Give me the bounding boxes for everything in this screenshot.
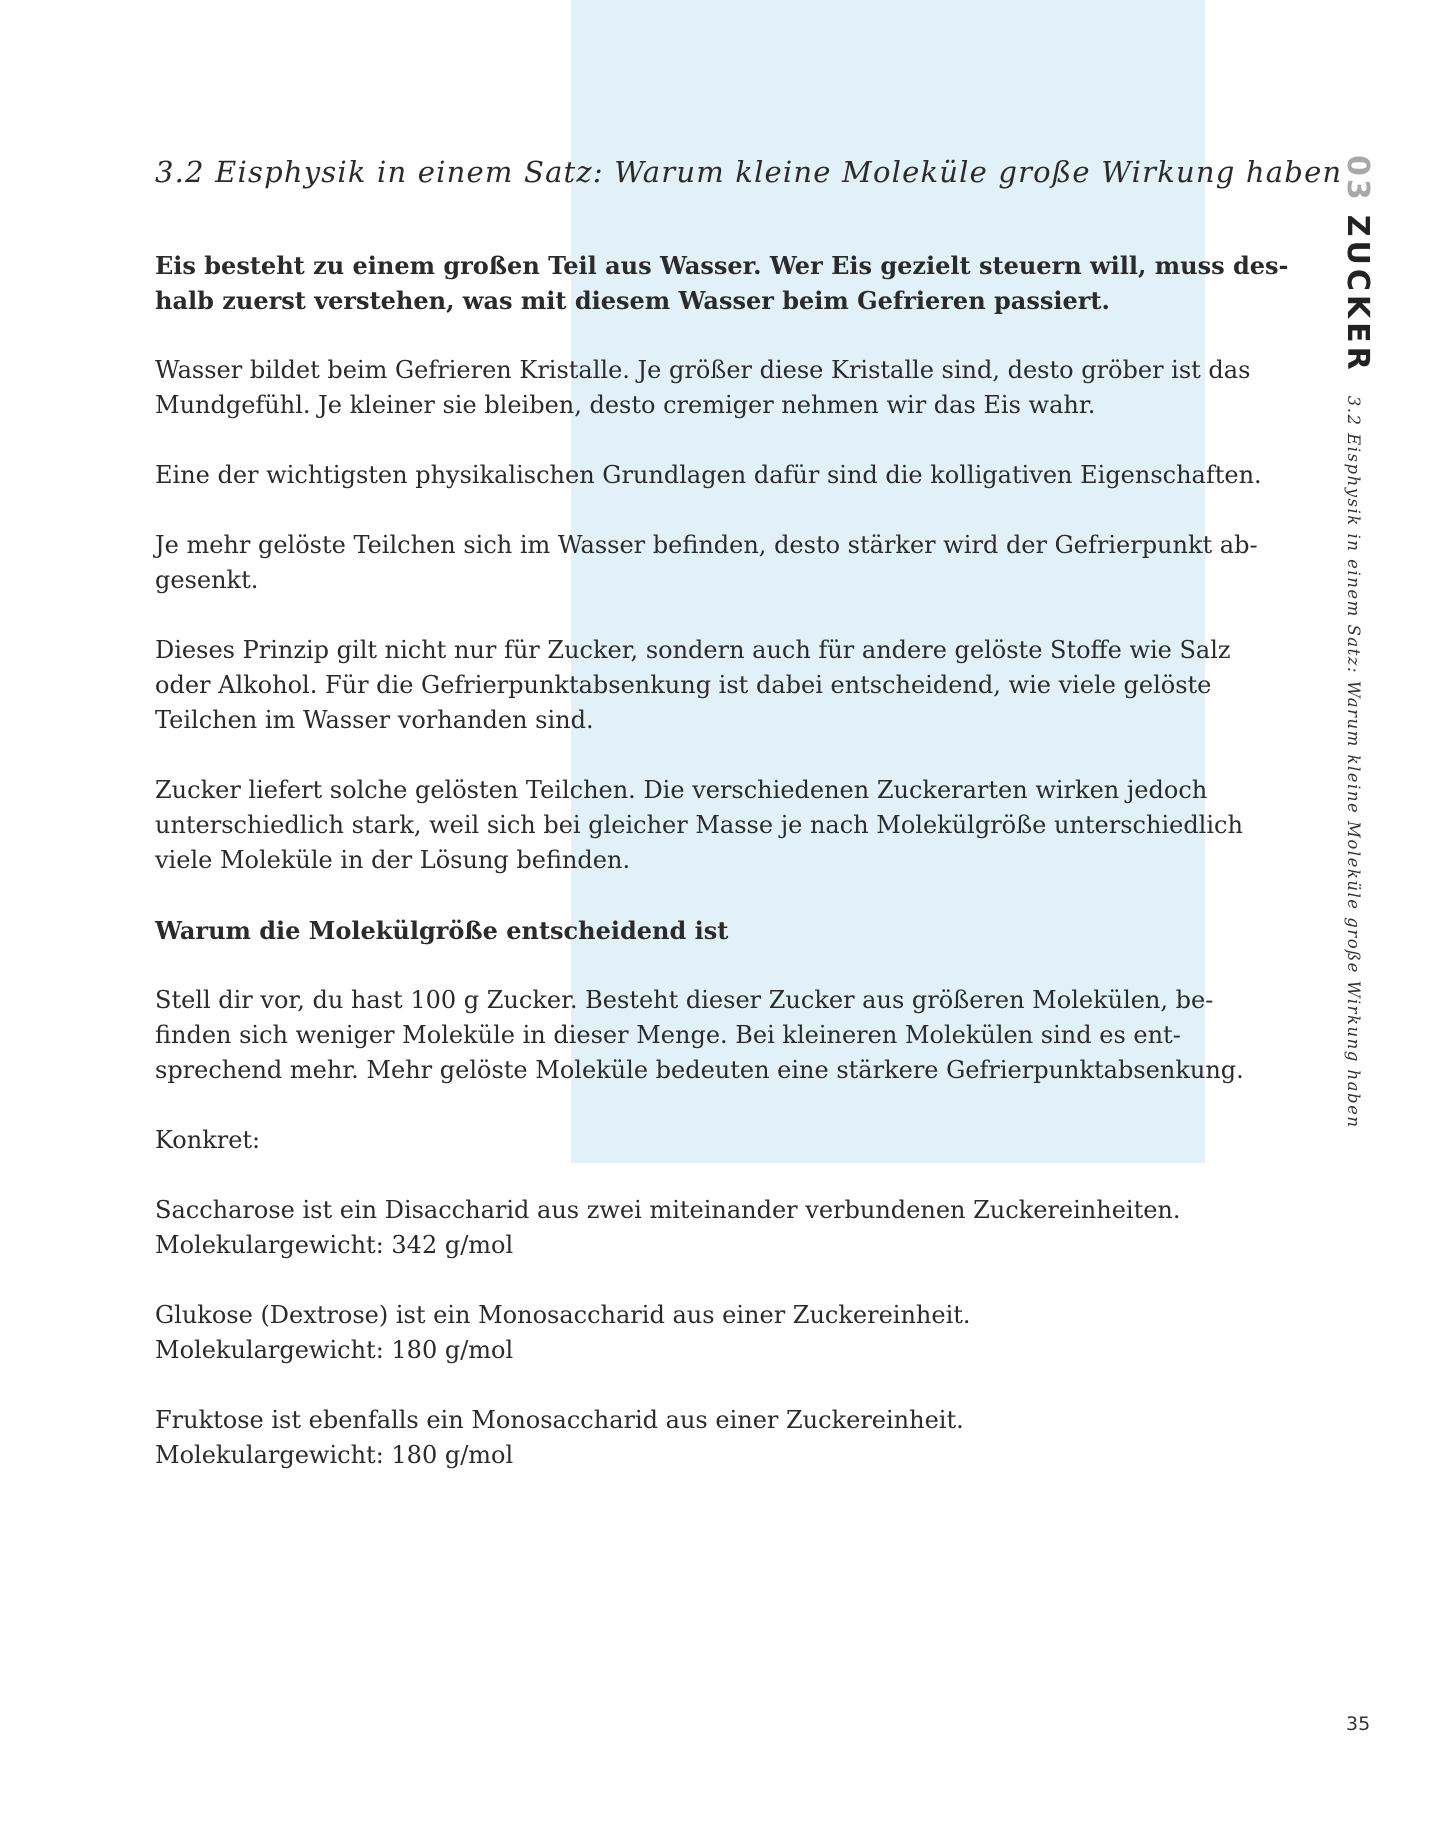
text-line: Teilchen im Wasser vorhanden sind. [155, 705, 594, 734]
paragraph-principle [155, 633, 1240, 738]
paragraph-colligative [155, 458, 1262, 493]
text-line: Je mehr gelöste Teilchen sich im Wasser befinden, desto stärker wird der Gefrierpunkt ab- [155, 530, 1258, 559]
paragraph-crystals [155, 353, 1251, 423]
text-line: Mundgefühl. Je kleiner sie bleiben, desto cremiger nehmen wir das Eis wahr. [155, 390, 1096, 419]
text-line: gesenkt. [155, 565, 259, 594]
text-line: unterschiedlich stark, weil sich bei gleicher Masse je nach Molekülgröße unterschiedlich [155, 810, 1243, 839]
text-line: viele Moleküle in der Lösung befinden. [155, 845, 631, 874]
text-line: Wasser bildet beim Gefrieren Kristalle. Je größer diese Kristalle sind, desto gröber ist das [155, 355, 1251, 384]
text-line: finden sich weniger Moleküle in dieser Menge. Bei kleineren Molekülen sind es ent- [155, 1020, 1181, 1049]
page-number: 35 [1346, 1713, 1371, 1735]
text-line: Saccharose ist ein Disaccharid aus zwei miteinander verbundenen Zuckereinheiten. [155, 1195, 1181, 1224]
paragraph-sugar-particles [155, 773, 1243, 878]
text-line: Molekulargewicht: 180 g/mol [155, 1335, 514, 1364]
text-line: Fruktose ist ebenfalls ein Monosaccharid aus einer Zuckereinheit. [155, 1405, 964, 1434]
text-line: Zucker liefert solche gelösten Teilchen. Die verschiedenen Zuckerarten wirken jedoch [155, 775, 1208, 804]
text-line: Glukose (Dextrose) ist ein Monosaccharid aus einer Zuckereinheit. [155, 1300, 971, 1329]
paragraph-glukose [155, 1298, 1240, 1368]
subheading [155, 913, 1240, 948]
text-line: Molekulargewicht: 342 g/mol [155, 1230, 514, 1259]
paragraph-saccharose [155, 1193, 1240, 1263]
text-line: Konkret: [155, 1125, 261, 1154]
page-content [155, 155, 1343, 1508]
intro-paragraph [155, 248, 1289, 318]
text-line: sprechend mehr. Mehr gelöste Moleküle bedeuten eine stärkere Gefrierpunktabsenkung. [155, 1055, 1244, 1084]
chapter-side-tab [1340, 155, 1375, 1129]
paragraph-freezing-point [155, 528, 1258, 598]
text-line: halb zuerst verstehen, was mit diesem Wasser beim Gefrieren passiert. [155, 285, 1110, 315]
chapter-section-title: 3.2 Eisphysik in einem Satz: Warum kleine Moleküle große Wirkung haben [1344, 395, 1363, 1129]
subheading-text: Warum die Molekülgröße entscheidend ist [155, 915, 729, 945]
chapter-name: ZUCKER [1340, 214, 1375, 374]
paragraph-konkret [155, 1123, 1240, 1158]
paragraph-100g-example [155, 983, 1244, 1088]
text-line: Molekulargewicht: 180 g/mol [155, 1440, 514, 1469]
text-line: Eine der wichtigsten physikalischen Grundlagen dafür sind die kolligativen Eigenschaften. [155, 460, 1262, 489]
chapter-number: 03 [1340, 155, 1375, 203]
text-line: Stell dir vor, du hast 100 g Zucker. Besteht dieser Zucker aus größeren Molekülen, be- [155, 985, 1214, 1014]
page-title: 3.2 Eisphysik in einem Satz: Warum kleine Moleküle große Wirkung haben [155, 155, 1343, 189]
text-line: Dieses Prinzip gilt nicht nur für Zucker, sondern auch für andere gelöste Stoffe wie Salz [155, 635, 1231, 664]
text-line: oder Alkohol. Für die Gefrierpunktabsenkung ist dabei entscheidend, wie viele gelöste [155, 670, 1212, 699]
text-line: Eis besteht zu einem großen Teil aus Wasser. Wer Eis gezielt steuern will, muss des- [155, 250, 1289, 280]
paragraph-fruktose [155, 1403, 1240, 1473]
